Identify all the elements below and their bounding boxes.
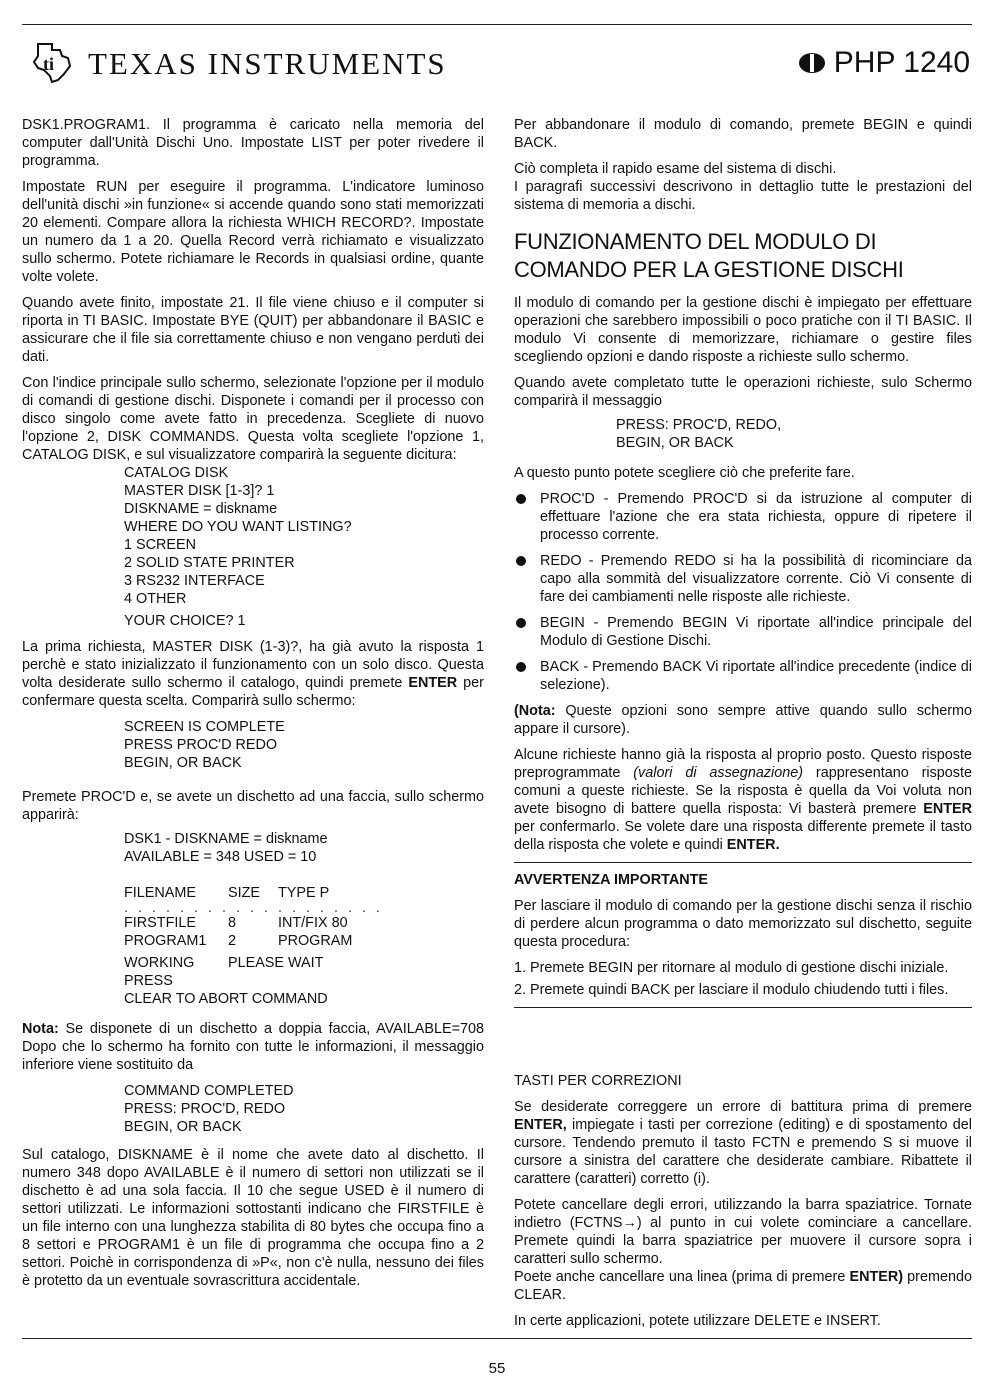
- right-column: [514, 116, 972, 1338]
- note-paragraph: Nota: Se disponete di un dischetto a doppia faccia, AVAILABLE=708 Dopo che lo schermo ha fornito con tutte le informazioni, il messaggio inferiore viene sostituito da: [22, 1021, 484, 1073]
- table-row: PROGRAM1 2 PROGRAM: [124, 933, 353, 949]
- screen-complete-listing: [22, 718, 484, 772]
- note-paragraph: (Nota: Queste opzioni sono sempre attive quando sullo schermo appare il cursore).: [514, 703, 972, 737]
- divider: [514, 862, 972, 863]
- bullet-icon: [516, 556, 526, 566]
- command-completed-listing: [22, 1082, 484, 1136]
- bottom-rule: [22, 1338, 972, 1339]
- circle-bar-icon: [798, 52, 826, 74]
- working-line: WORKING PLEASE WAIT: [124, 955, 324, 971]
- code-line: COMMAND COMPLETED: [124, 1083, 294, 1099]
- list-item: REDO - Premendo REDO si ha la possibilità di ricominciare da capo alla sommità del visualizzatore corrente. Ciò Vi consente di fare dei cambiamenti nelle risposte alle richieste.: [514, 552, 972, 606]
- code-line: MASTER DISK [1-3]? 1: [124, 483, 275, 499]
- code-line: CLEAR TO ABORT COMMAND: [124, 991, 328, 1007]
- code-line: AVAILABLE = 348 USED = 10: [124, 849, 317, 865]
- paragraph: Quando avete finito, impostate 21. Il file viene chiuso e il computer si riporta in TI BASIC. Impostate BYE (QUIT) per abbandonare il BASIC e assicurare che il file sia correttamente chiuso e non vengano perduti dei dati.: [22, 295, 484, 365]
- code-line: DISKNAME = diskname: [124, 501, 278, 517]
- subsection-heading: TASTI PER CORREZIONI: [514, 1073, 682, 1089]
- code-line: PRESS: [124, 973, 173, 989]
- paragraph: Sul catalogo, DISKNAME è il nome che avete dato al dischetto. Il numero 348 dopo AVAILABLE è il numero di settori non utilizzati se il dischetto è ad una sola faccia. Il 10 che segue USED è il numero di settori utilizzati. Le informazioni sottostanti indicano che FIRSTFILE è un file interno con una lunghezza stabilita di 80 bytes che occupa fino a 8 settori e PROGRAM1 è un file di programma che occupa fino a 2 settori. Poichè in corrispondenza di »P«, non c'è nulla, nessuno dei files è protetto da un eventuale sovrascrittura accidentale.: [22, 1147, 484, 1289]
- code-line: PRESS: PROC'D, REDO,: [616, 417, 782, 433]
- paragraph: La prima richiesta, MASTER DISK (1-3)?, ha già avuto la risposta 1 perchè e stato inizializzato il funzionamento con un solo disco. Questa volta desiderate sullo schermo il catalogo, quindi premete ENTER per confermare questa scelta. Comparirà sullo schermo:: [22, 639, 484, 709]
- paragraph: A questo punto potete scegliere ciò che preferite fare.: [514, 465, 855, 481]
- bullet-icon: [516, 618, 526, 628]
- code-line: CATALOG DISK: [124, 465, 229, 481]
- ti-state-logo-icon: [28, 40, 74, 84]
- list-item: PROC'D - Premendo PROC'D si da istruzione al computer di effettuare l'azione che era stata richiesta, oppure di ripetere il processo corrente.: [514, 490, 972, 544]
- code-line: BEGIN, OR BACK: [124, 755, 242, 771]
- top-rule: [22, 24, 972, 25]
- paragraph: Impostate RUN per eseguire il programma. L'indicatore luminoso dell'unità dischi »in funzione« si accende quando sono stati memorizzati 20 elementi. Compare allora la richiesta WHICH RECORD?. Impostate un numero da 1 a 20. Quella Record verrà richiamato e visualizzato sullo schermo. Potete richiamare le Records in qualsiasi ordine, quante volte volete.: [22, 179, 484, 285]
- code-line: BEGIN, OR BACK: [124, 1119, 242, 1135]
- catalog-screen-listing: [22, 464, 484, 630]
- code-line: WHERE DO YOU WANT LISTING?: [124, 519, 352, 535]
- list-item: BACK - Premendo BACK Vi riportate all'indice precedente (indice di selezione).: [514, 658, 972, 694]
- bullet-icon: [516, 662, 526, 672]
- code-line: 3 RS232 INTERFACE: [124, 573, 265, 589]
- code-line: PRESS PROC'D REDO: [124, 737, 278, 753]
- disk-catalog-listing: [22, 830, 484, 1008]
- model-number: PHP 1240: [833, 46, 970, 79]
- svg-text:ti: ti: [43, 54, 54, 74]
- warning-heading: AVVERTENZA IMPORTANTE: [514, 872, 709, 888]
- model-label: [798, 46, 970, 80]
- table-row: FIRSTFILE 8 INT/FIX 80: [124, 915, 348, 931]
- table-header: FILENAME SIZE TYPE P: [124, 885, 330, 901]
- code-line: BEGIN, OR BACK: [616, 435, 734, 451]
- options-list: [514, 490, 972, 694]
- page-number: 55: [488, 1360, 506, 1377]
- paragraph: DSK1.PROGRAM1. Il programma è caricato nella memoria del computer dall'Unità Dischi Uno. Impostate LIST per poter rivedere il programma.: [22, 117, 484, 169]
- paragraph: Il modulo di comando per la gestione dischi è impiegato per effettuare operazioni che sarebbero impossibili o poco pratiche con il TI BASIC. Il modulo Vi consente di memorizzare, richiamare o gestire files scegliendo opzioni e dando risposte a richieste sullo schermo.: [514, 295, 972, 365]
- press-message-listing: [514, 416, 972, 452]
- paragraph: Potete cancellare degli errori, utilizzando la barra spaziatrice. Tornate indietro (FCTNS→) al punto in cui volete cominciare a cancellare. Premete quindi la barra spaziatrice per muovere il cursore sopra i caratteri sullo schermo.: [514, 1197, 972, 1267]
- dotted-separator: . . . . . . . . . . . . . . . . . . .: [124, 900, 383, 916]
- paragraph: Se desiderate correggere un errore di battitura prima di premere ENTER, impiegate i tasti per correzione (editing) e di spostamento del cursore. Tendendo premuto il tasto FCTN e premendo S si muove il cursore a sinistra del carattere che desiderate cambiare. Ribattete il carattere (caratteri) corretto (i).: [514, 1099, 972, 1187]
- bullet-icon: [516, 494, 526, 504]
- brand-name: TEXAS INSTRUMENTS: [88, 46, 447, 81]
- code-line: YOUR CHOICE? 1: [124, 613, 246, 629]
- paragraph: Ciò completa il rapido esame del sistema di dischi.: [514, 161, 837, 177]
- paragraph: Per lasciare il modulo di comando per la gestione dischi senza il rischio di perdere alcun programma o dato memorizzato sul dischetto, seguite questa procedura:: [514, 898, 972, 950]
- divider: [514, 1007, 972, 1008]
- paragraph: Poete anche cancellare una linea (prima di premere ENTER) premendo CLEAR.: [514, 1269, 972, 1303]
- code-line: 4 OTHER: [124, 591, 187, 607]
- paragraph: Quando avete completato tutte le operazioni richieste, sulo Schermo comparirà il messaggio: [514, 375, 972, 409]
- code-line: DSK1 - DISKNAME = diskname: [124, 831, 328, 847]
- paragraph: Premete PROC'D e, se avete un dischetto ad una faccia, sullo schermo apparirà:: [22, 789, 484, 823]
- code-line: PRESS: PROC'D, REDO: [124, 1101, 286, 1117]
- paragraph: Con l'indice principale sullo schermo, selezionate l'opzione per il modulo di comandi di gestione dischi. Disponete i comandi per il processo con disco singolo come avete fatto in precedenza. Scegliete di nuovo l'opzione 2, DISK COMMANDS. Questa volta scegliete l'opzione 1, CATALOG DISK, e sul visualizzatore comparirà la seguente dicitura:: [22, 375, 484, 463]
- page-header: [22, 34, 972, 96]
- paragraph: Per abbandonare il modulo di comando, premete BEGIN e quindi BACK.: [514, 117, 972, 151]
- step-item: 2. Premete quindi BACK per lasciare il modulo chiudendo tutti i files.: [514, 982, 949, 998]
- list-item: BEGIN - Premendo BEGIN Vi riportate all'indice principale del Modulo di Gestione Dischi.: [514, 614, 972, 650]
- code-line: SCREEN IS COMPLETE: [124, 719, 285, 735]
- step-item: 1. Premete BEGIN per ritornare al modulo di gestione dischi iniziale.: [514, 960, 949, 976]
- paragraph: In certe applicazioni, potete utilizzare DELETE e INSERT.: [514, 1313, 881, 1329]
- code-line: 2 SOLID STATE PRINTER: [124, 555, 295, 571]
- code-line: 1 SCREEN: [124, 537, 196, 553]
- paragraph: I paragrafi successivi descrivono in dettaglio tutte le prestazioni del sistema di memoria a dischi.: [514, 179, 972, 213]
- section-heading: FUNZIONAMENTO DEL MODULO DI COMANDO PER LA GESTIONE DISCHI: [514, 229, 904, 282]
- paragraph: Alcune richieste hanno già la risposta al proprio posto. Questo risposte preprogrammate (valori di assegnazione) rappresentano risposte comuni a queste richieste. Se la risposta è quella da Voi voluta non avete bisogno di battere quella risposta: Vi basterà premere ENTER per confermarlo. Se volete dare una risposta differente premete il tasto della risposta che volete e quindi ENTER.: [514, 747, 972, 853]
- left-column: [22, 116, 484, 1298]
